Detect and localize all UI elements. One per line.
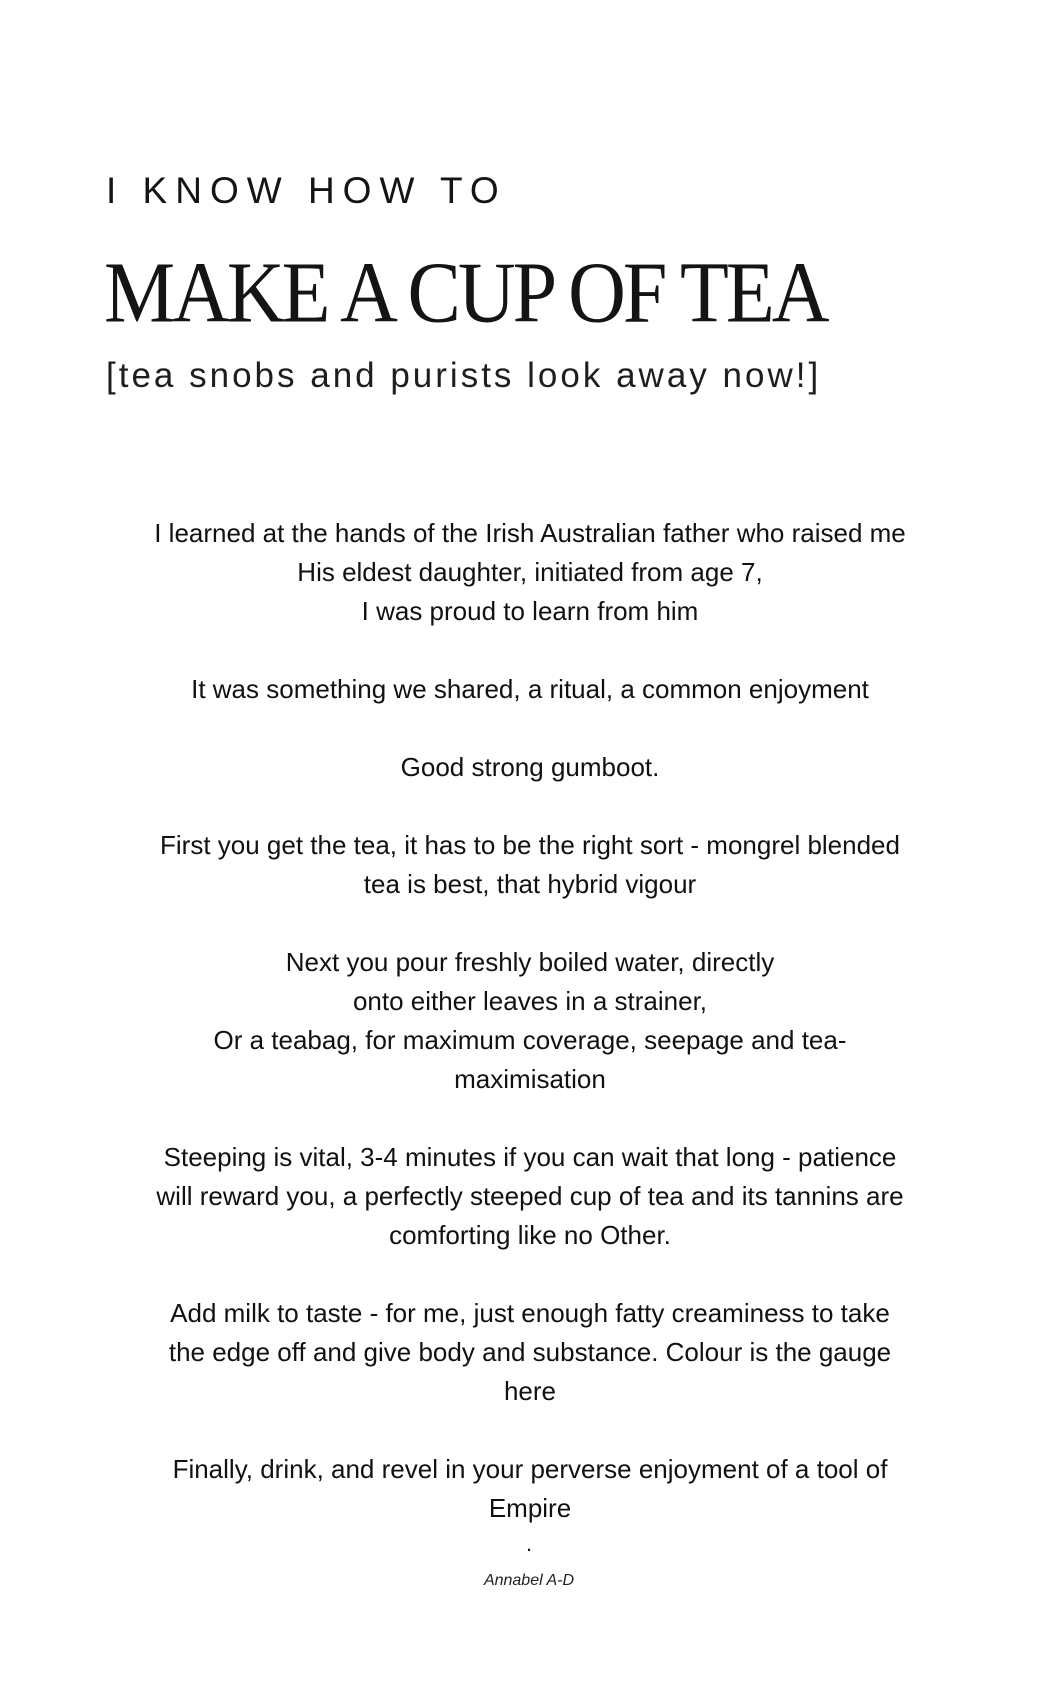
poem-line: I learned at the hands of the Irish Australian father who raised me — [154, 518, 906, 548]
poem-body — [100, 514, 960, 1528]
poem-line: tea is best, that hybrid vigour — [363, 869, 697, 899]
page-kicker: I KNOW HOW TO — [106, 170, 507, 211]
poem-stanza — [100, 1294, 960, 1411]
author-signature: Annabel A-D — [483, 1572, 575, 1589]
poem-stanza — [100, 826, 960, 904]
poem-stanza — [100, 1450, 960, 1528]
poem-line: Good strong gumboot. — [400, 752, 660, 782]
poem-line: here — [503, 1376, 557, 1406]
poem-stanza — [100, 1138, 960, 1255]
separator-dot: . — [525, 1531, 533, 1556]
poem-line: comforting like no Other. — [389, 1220, 671, 1250]
page-subtitle: [tea snobs and purists look away now!] — [106, 356, 822, 395]
poem-stanza — [100, 748, 960, 787]
poem-stanza — [100, 670, 960, 709]
poem-line: Next you pour freshly boiled water, directly — [285, 947, 775, 977]
poem-stanza — [100, 514, 960, 631]
poem-line: I was proud to learn from him — [361, 596, 699, 626]
page-title: MAKE A CUP OF TEA — [104, 245, 827, 341]
poem-line: Or a teabag, for maximum coverage, seepage and tea- — [213, 1025, 847, 1055]
poem-line: Add milk to taste - for me, just enough fatty creaminess to take — [170, 1298, 890, 1328]
poem-line: His eldest daughter, initiated from age 7, — [297, 557, 763, 587]
poem-line: It was something we shared, a ritual, a common enjoyment — [191, 674, 869, 704]
poem-line: Steeping is vital, 3-4 minutes if you can wait that long - patience — [163, 1142, 897, 1172]
poem-line: First you get the tea, it has to be the right sort - mongrel blended — [160, 830, 900, 860]
poem-stanza — [100, 943, 960, 1099]
poem-line: Finally, drink, and revel in your perverse enjoyment of a tool of — [172, 1454, 888, 1484]
poem-line: the edge off and give body and substance. Colour is the gauge — [168, 1337, 892, 1367]
poem-line: will reward you, a perfectly steeped cup of tea and its tannins are — [156, 1181, 904, 1211]
poem-line: maximisation — [454, 1064, 606, 1094]
poem-line: onto either leaves in a strainer, — [352, 986, 708, 1016]
poem-line: Empire — [488, 1493, 572, 1523]
